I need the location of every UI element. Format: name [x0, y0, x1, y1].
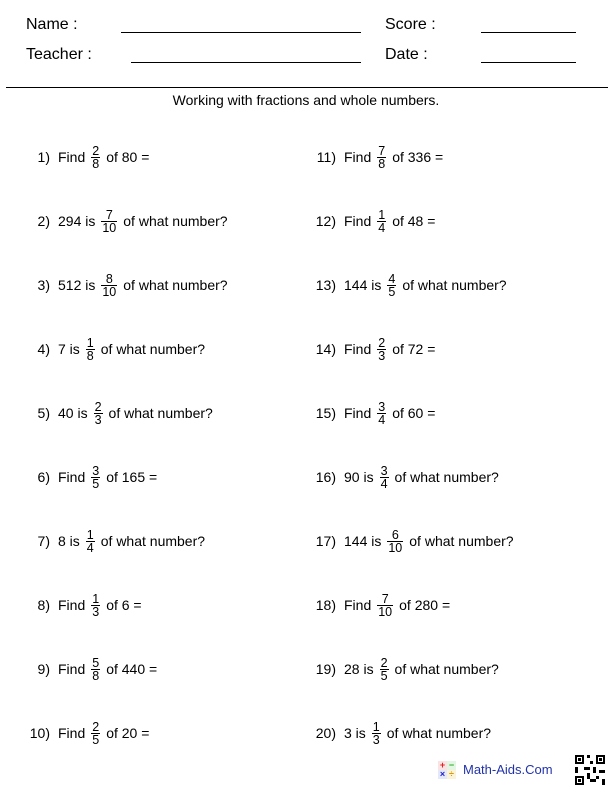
problem-suffix: of what number?: [100, 533, 206, 549]
fraction: [387, 273, 396, 298]
problem-number: 17): [315, 533, 336, 549]
problem-item: [308, 140, 443, 174]
fraction-numerator: 5: [92, 655, 100, 670]
fraction-numerator: 3: [92, 463, 100, 478]
problem-item: [308, 716, 491, 750]
problem-item: [308, 204, 435, 238]
qr-code-icon: [575, 755, 605, 785]
problem-prefix: Find: [344, 405, 372, 421]
problem-prefix: 40 is: [58, 405, 88, 421]
fraction-numerator: 2: [94, 399, 102, 414]
fraction-numerator: 7: [105, 207, 113, 222]
fraction: [101, 209, 117, 234]
fraction: [94, 401, 103, 426]
problem-prefix: Find: [344, 597, 372, 613]
problem-suffix: of what number?: [409, 533, 514, 549]
fraction-denominator: 10: [102, 220, 117, 235]
fraction-numerator: 6: [391, 527, 399, 542]
problem-suffix: of 60 =: [392, 405, 436, 421]
problem-prefix: 512 is: [58, 277, 96, 293]
fraction: [86, 337, 95, 362]
fraction-denominator: 5: [92, 476, 100, 491]
problem-item: [308, 652, 499, 686]
score-field-line[interactable]: [481, 32, 576, 33]
fraction-numerator: 1: [86, 335, 94, 350]
problem-item: [22, 716, 149, 750]
fraction-denominator: 8: [86, 348, 94, 363]
problem-suffix: of what number?: [394, 661, 499, 677]
problem-suffix: of 165 =: [106, 469, 158, 485]
times-icon: ×: [439, 769, 446, 779]
problem-number: 15): [315, 405, 336, 421]
problem-item: [22, 332, 205, 366]
worksheet-subtitle: Working with fractions and whole numbers.: [172, 92, 440, 108]
problem-item: [22, 204, 228, 238]
problem-suffix: of what number?: [394, 469, 499, 485]
problem-item: [22, 396, 213, 430]
problem-prefix: 28 is: [344, 661, 374, 677]
fraction-denominator: 5: [380, 668, 388, 683]
fraction-numerator: 4: [388, 271, 396, 286]
problem-number: 2): [37, 213, 50, 229]
fraction-denominator: 4: [378, 220, 386, 235]
math-aids-logo-icon: [438, 761, 456, 779]
fraction-numerator: 2: [380, 655, 388, 670]
problem-prefix: Find: [58, 725, 86, 741]
problem-number: 10): [29, 725, 50, 741]
problem-number: 13): [315, 277, 336, 293]
fraction-denominator: 10: [388, 540, 403, 555]
fraction-numerator: 1: [372, 719, 380, 734]
fraction: [91, 721, 100, 746]
fraction-denominator: 3: [94, 412, 102, 427]
problem-item: [22, 524, 205, 558]
problem-number: 14): [315, 341, 336, 357]
problem-item: [308, 268, 507, 302]
problem-prefix: Find: [58, 149, 86, 165]
problem-item: [308, 332, 435, 366]
problem-suffix: of 6 =: [106, 597, 142, 613]
problem-prefix: 144 is: [344, 277, 382, 293]
problem-item: [308, 396, 435, 430]
problem-number: 11): [316, 149, 336, 165]
problem-number: 4): [37, 341, 50, 357]
fraction: [380, 657, 389, 682]
fraction-numerator: 2: [378, 335, 386, 350]
fraction-denominator: 4: [380, 476, 388, 491]
problem-item: [308, 524, 514, 558]
name-field-line[interactable]: [121, 32, 361, 33]
minus-icon: −: [448, 760, 455, 770]
problem-item: [22, 588, 142, 622]
fraction-denominator: 5: [388, 284, 396, 299]
problem-suffix: of 440 =: [106, 661, 158, 677]
fraction-denominator: 4: [86, 540, 94, 555]
fraction: [91, 465, 100, 490]
fraction-denominator: 8: [92, 156, 100, 171]
plus-icon: +: [439, 760, 446, 770]
problem-number: 18): [315, 597, 336, 613]
problem-number: 19): [315, 661, 336, 677]
problem-number: 5): [37, 405, 50, 421]
fraction: [91, 657, 100, 682]
fraction: [86, 529, 95, 554]
brand-link[interactable]: Math-Aids.Com: [463, 762, 553, 777]
problem-prefix: Find: [58, 597, 86, 613]
fraction: [101, 273, 117, 298]
fraction-denominator: 3: [372, 732, 380, 747]
problem-prefix: Find: [58, 469, 86, 485]
problem-suffix: of what number?: [386, 725, 492, 741]
header-divider: [6, 87, 608, 88]
problem-prefix: 294 is: [58, 213, 96, 229]
fraction: [91, 145, 100, 170]
problem-item: [308, 460, 499, 494]
fraction-denominator: 5: [92, 732, 100, 747]
fraction-denominator: 8: [378, 156, 386, 171]
date-field-line[interactable]: [481, 62, 576, 63]
problem-item: [22, 652, 157, 686]
fraction-numerator: 2: [92, 719, 100, 734]
fraction-numerator: 1: [86, 527, 94, 542]
divide-icon: ÷: [447, 770, 456, 779]
problem-suffix: of 48 =: [392, 213, 436, 229]
problem-number: 20): [315, 725, 336, 741]
problem-suffix: of 336 =: [392, 149, 444, 165]
teacher-label: Teacher :: [26, 46, 92, 63]
problem-prefix: Find: [344, 341, 372, 357]
fraction-denominator: 8: [92, 668, 100, 683]
problem-prefix: Find: [344, 213, 372, 229]
problem-suffix: of what number?: [108, 405, 213, 421]
problem-suffix: of what number?: [123, 277, 228, 293]
fraction-numerator: 8: [105, 271, 113, 286]
problem-prefix: 7 is: [58, 341, 80, 357]
problem-item: [22, 140, 149, 174]
fraction-numerator: 7: [378, 143, 386, 158]
fraction-denominator: 4: [378, 412, 386, 427]
problem-suffix: of 280 =: [399, 597, 451, 613]
problem-number: 9): [37, 661, 50, 677]
problem-prefix: Find: [344, 149, 372, 165]
problem-number: 16): [315, 469, 336, 485]
teacher-field-line[interactable]: [131, 62, 361, 63]
fraction: [377, 337, 386, 362]
fraction-denominator: 10: [102, 284, 117, 299]
name-label: Name :: [26, 16, 78, 33]
fraction-denominator: 3: [378, 348, 386, 363]
problem-prefix: 144 is: [344, 533, 382, 549]
problem-item: [22, 268, 228, 302]
fraction-numerator: 7: [381, 591, 389, 606]
problem-suffix: of what number?: [100, 341, 206, 357]
fraction: [387, 529, 403, 554]
fraction: [372, 721, 381, 746]
problem-prefix: 8 is: [58, 533, 80, 549]
fraction-numerator: 3: [378, 399, 386, 414]
fraction-numerator: 2: [92, 143, 100, 158]
problem-number: 3): [37, 277, 50, 293]
fraction: [377, 209, 386, 234]
problem-prefix: 90 is: [344, 469, 374, 485]
problem-item: [22, 460, 157, 494]
fraction-numerator: 1: [378, 207, 386, 222]
problem-prefix: Find: [58, 661, 86, 677]
problem-suffix: of 20 =: [106, 725, 150, 741]
fraction-numerator: 3: [380, 463, 388, 478]
fraction-denominator: 3: [92, 604, 100, 619]
problem-number: 1): [37, 149, 50, 165]
problem-suffix: of 80 =: [106, 149, 150, 165]
score-label: Score :: [385, 16, 436, 33]
problem-item: [308, 588, 450, 622]
fraction-denominator: 10: [378, 604, 393, 619]
problem-number: 12): [315, 213, 336, 229]
problem-number: 6): [37, 469, 50, 485]
problem-suffix: of what number?: [123, 213, 228, 229]
fraction-numerator: 1: [92, 591, 100, 606]
fraction: [377, 145, 386, 170]
problem-prefix: 3 is: [344, 725, 366, 741]
fraction: [91, 593, 100, 618]
fraction: [377, 401, 386, 426]
fraction: [377, 593, 393, 618]
date-label: Date :: [385, 46, 428, 63]
problem-suffix: of what number?: [402, 277, 507, 293]
problem-number: 8): [37, 597, 50, 613]
problem-suffix: of 72 =: [392, 341, 436, 357]
fraction: [380, 465, 389, 490]
problem-number: 7): [37, 533, 50, 549]
